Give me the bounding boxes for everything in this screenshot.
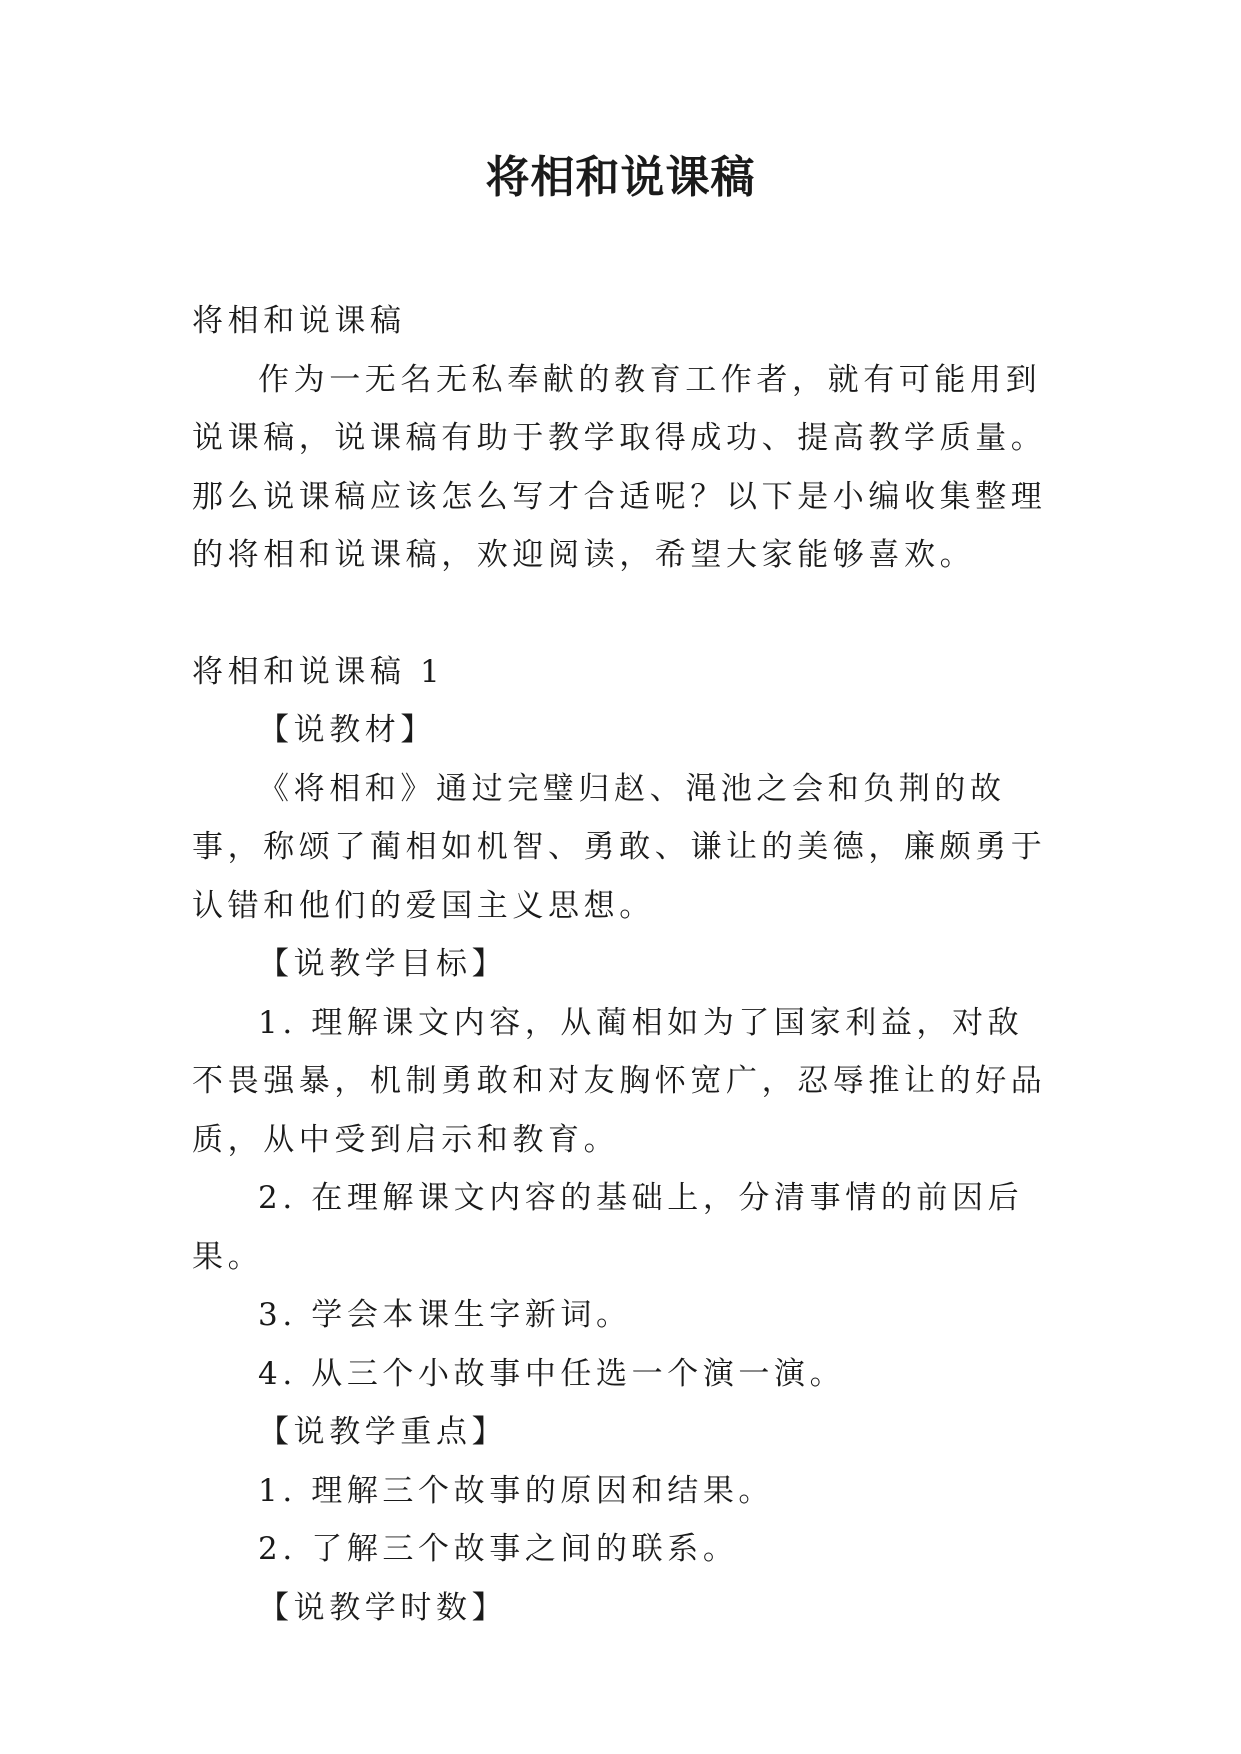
goal-item-2: 2. 在理解课文内容的基础上，分清事情的前因后果。 — [192, 1180, 1024, 1275]
document-body — [192, 292, 1052, 1637]
paragraph-spacer — [192, 585, 1052, 643]
intro-paragraph: 作为一无名无私奉献的教育工作者，就有可能用到说课稿，说课稿有助于教学取得成功、提高教学质量。那么说课稿应该怎么写才合适呢？以下是小编收集整理的将相和说课稿，欢迎阅读，希望大家能够喜欢。 — [192, 361, 1047, 573]
goal-item-1: 1. 理解课文内容，从蔺相如为了国家利益，对敌不畏强暴，机制勇敢和对友胸怀宽广，忍辱推让的好品质，从中受到启示和教育。 — [192, 1004, 1047, 1158]
paragraph-textbook: 《将相和》通过完璧归赵、渑池之会和负荆的故事，称颂了蔺相如机智、勇敢、谦让的美德，廉颇勇于认错和他们的爱国主义思想。 — [192, 770, 1047, 924]
key-point-2: 2. 了解三个故事之间的联系。 — [258, 1531, 739, 1567]
key-point-1: 1. 理解三个故事的原因和结果。 — [258, 1472, 775, 1509]
heading-teaching-goals: 【说教学目标】 — [258, 946, 508, 982]
document-subtitle: 将相和说课稿 — [192, 303, 406, 339]
goal-item-4: 4. 从三个小故事中任选一个演一演。 — [258, 1355, 846, 1392]
document-title: 将相和说课稿 — [485, 152, 756, 203]
heading-key-points: 【说教学重点】 — [258, 1414, 508, 1450]
heading-class-hours: 【说教学时数】 — [258, 1589, 508, 1626]
heading-textbook: 【说教材】 — [258, 712, 436, 748]
section-heading: 将相和说课稿 1 — [192, 653, 445, 690]
goal-item-3: 3. 学会本课生字新词。 — [258, 1297, 632, 1333]
